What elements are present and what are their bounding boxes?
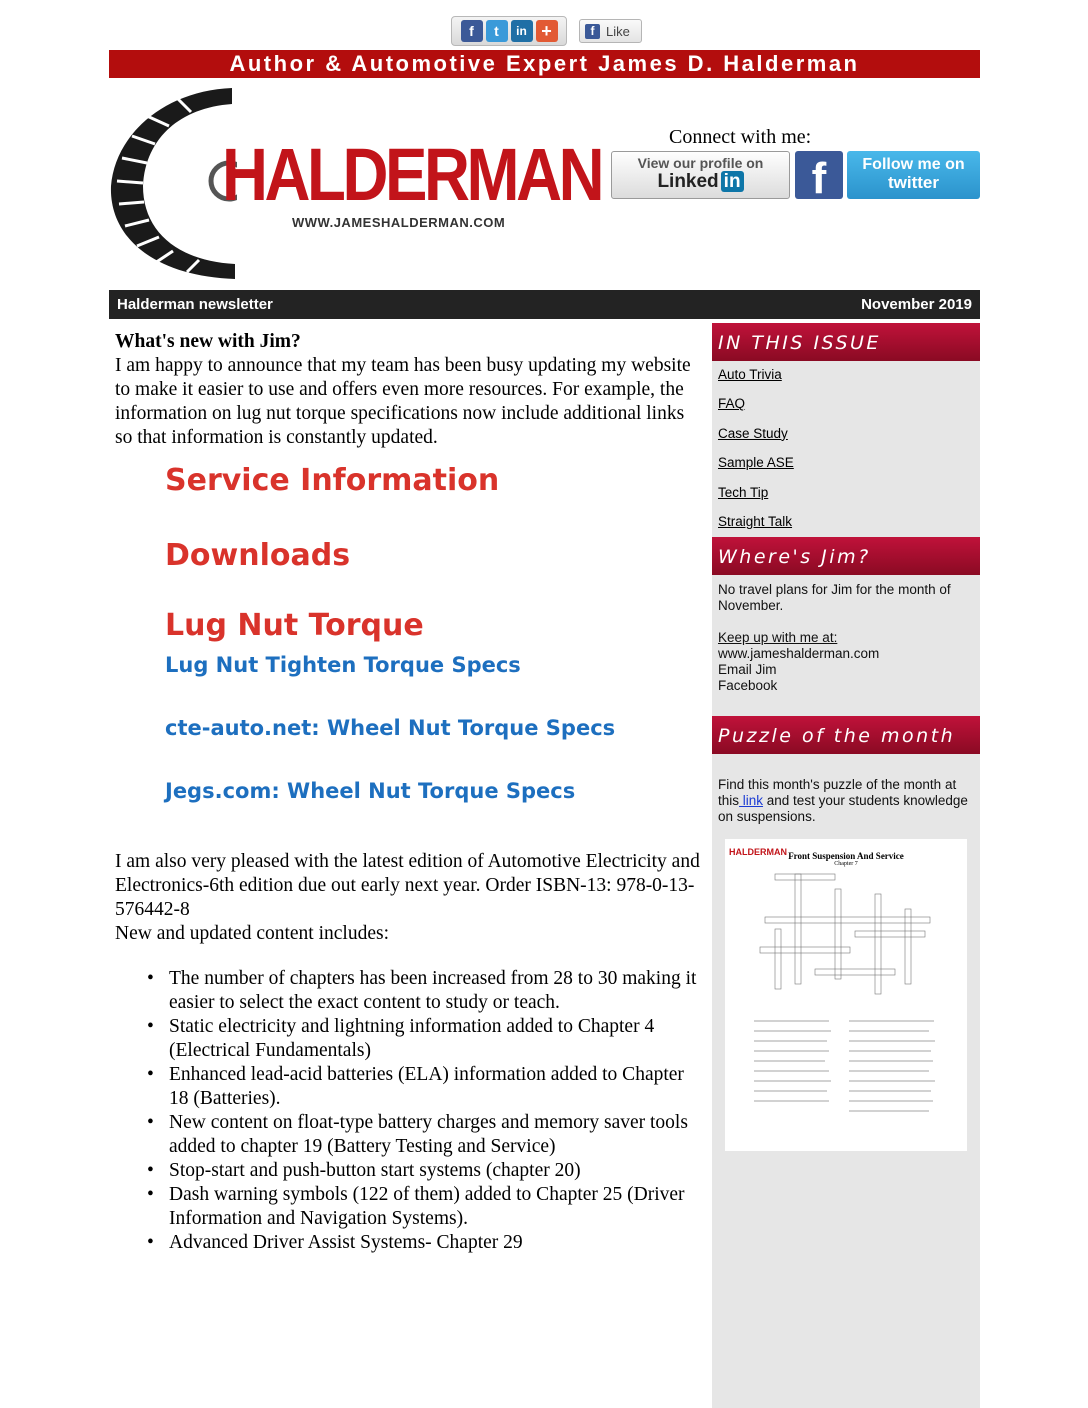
list-item: • Advanced Driver Assist Systems- Chapter 29 bbox=[169, 1231, 705, 1255]
puzzle-thumbnail[interactable] bbox=[725, 839, 967, 1151]
lug-nut-title: Lug Nut Torque bbox=[165, 608, 424, 643]
share-bar bbox=[451, 16, 567, 46]
wheres-jim-text bbox=[712, 575, 980, 694]
list-item: • New content on float-type battery charges and memory saver tools added to chapter 19 (Battery Testing and Service) bbox=[169, 1111, 705, 1159]
facebook-like-button[interactable] bbox=[579, 19, 642, 43]
downloads-title: Downloads bbox=[165, 538, 351, 573]
puzzle-text: Find this month's puzzle of the month at this link and test your students knowledge on suspensions. bbox=[718, 777, 968, 825]
email-link[interactable]: Email Jim bbox=[718, 662, 777, 678]
puzzle-heading: Front Suspension And Service bbox=[788, 851, 904, 862]
linkedin-share-icon[interactable]: in bbox=[511, 20, 533, 42]
twitter-badge-line2: twitter bbox=[888, 173, 939, 192]
more-share-icon[interactable]: + bbox=[536, 20, 558, 42]
list-item: • Stop-start and push-button start systems (chapter 20) bbox=[169, 1159, 705, 1183]
tire-logo-icon bbox=[107, 86, 237, 281]
list-item: • Static electricity and lightning information added to Chapter 4 (Electrical Fundamentals) bbox=[169, 1015, 705, 1063]
in-this-issue-header: IN THIS ISSUE bbox=[712, 323, 980, 361]
linkedin-profile-button[interactable] bbox=[611, 151, 790, 199]
content-intro: New and updated content includes: bbox=[115, 923, 389, 944]
twitter-badge-line1: Follow me on bbox=[862, 156, 965, 173]
main-content bbox=[115, 330, 705, 1255]
linkedin-in-icon: in bbox=[721, 171, 744, 192]
puzzle-link[interactable]: link bbox=[739, 793, 764, 809]
list-item: • Enhanced lead-acid batteries (ELA) information added to Chapter 18 (Batteries). bbox=[169, 1063, 705, 1111]
main-heading: What's new with Jim? bbox=[115, 331, 301, 352]
like-label: Like bbox=[606, 23, 630, 39]
service-title: Service Information bbox=[165, 463, 500, 498]
facebook-icon: f bbox=[585, 24, 600, 39]
wheres-jim-header: Where's Jim? bbox=[712, 537, 980, 575]
halderman-logo-text: HALDERMAN bbox=[222, 133, 602, 216]
issue-links bbox=[712, 361, 980, 542]
website-link[interactable]: www.jameshalderman.com bbox=[718, 646, 880, 662]
connect-label: Connect with me: bbox=[669, 126, 812, 148]
list-item: • Dash warning symbols (122 of them) added to Chapter 25 (Driver Information and Navigation Systems). bbox=[169, 1183, 705, 1231]
service-information-image[interactable] bbox=[165, 463, 705, 804]
link-tech-tip[interactable]: Tech Tip bbox=[718, 484, 769, 500]
lug-nut-link-1[interactable]: Lug Nut Tighten Torque Specs bbox=[165, 653, 521, 677]
puzzle-header: Puzzle of the month bbox=[712, 716, 980, 754]
intro-paragraph: I am happy to announce that my team has been busy updating my website to make it easier to use and offers even more resources. For example, the information on lug nut torque specifications now include additional links so that information is constantly updated. bbox=[115, 355, 691, 448]
list-item: • The number of chapters has been increased from 28 to 30 making it easier to select the exact content to study or teach. bbox=[169, 967, 705, 1015]
keep-up-label: Keep up with me at: bbox=[718, 630, 838, 646]
travel-text: No travel plans for Jim for the month of November. bbox=[718, 582, 951, 614]
crossword-grid-icon bbox=[755, 869, 935, 1009]
newsletter-date: November 2019 bbox=[861, 296, 972, 313]
facebook-button[interactable]: f bbox=[795, 151, 843, 199]
link-case-study[interactable]: Case Study bbox=[718, 425, 788, 441]
puzzle-clues-icon bbox=[749, 1015, 949, 1125]
header-banner: Author & Automotive Expert James D. Halderman bbox=[109, 50, 980, 78]
link-faq[interactable]: FAQ bbox=[718, 396, 746, 412]
feature-list bbox=[115, 967, 705, 1255]
logo-url: WWW.JAMESHALDERMAN.COM bbox=[292, 215, 506, 230]
lug-nut-link-2[interactable]: cte-auto.net: Wheel Nut Torque Specs bbox=[165, 716, 616, 740]
sidebar bbox=[712, 323, 980, 1408]
book-paragraph: I am also very pleased with the latest edition of Automotive Electricity and Electronics-6th edition due out early next year. Order ISBN-13: 978-0-13-576442-8 bbox=[115, 851, 700, 920]
puzzle-chapter: Chapter 7 bbox=[834, 861, 858, 868]
puzzle-logo: HALDERMAN bbox=[729, 847, 787, 858]
link-sample-ase[interactable]: Sample ASE bbox=[718, 455, 794, 471]
link-auto-trivia[interactable]: Auto Trivia bbox=[718, 367, 782, 382]
newsletter-bar bbox=[109, 290, 980, 319]
newsletter-title: Halderman newsletter bbox=[117, 296, 273, 313]
linkedin-badge-line1: View our profile on bbox=[637, 155, 764, 171]
link-straight-talk[interactable]: Straight Talk bbox=[718, 513, 793, 529]
lug-nut-link-3[interactable]: Jegs.com: Wheel Nut Torque Specs bbox=[165, 779, 576, 803]
facebook-link[interactable]: Facebook bbox=[718, 678, 778, 694]
linkedin-badge-line2: Linked in bbox=[612, 171, 789, 193]
facebook-share-icon[interactable]: f bbox=[461, 20, 483, 42]
twitter-share-icon[interactable]: t bbox=[486, 20, 508, 42]
twitter-follow-button[interactable] bbox=[847, 151, 980, 199]
